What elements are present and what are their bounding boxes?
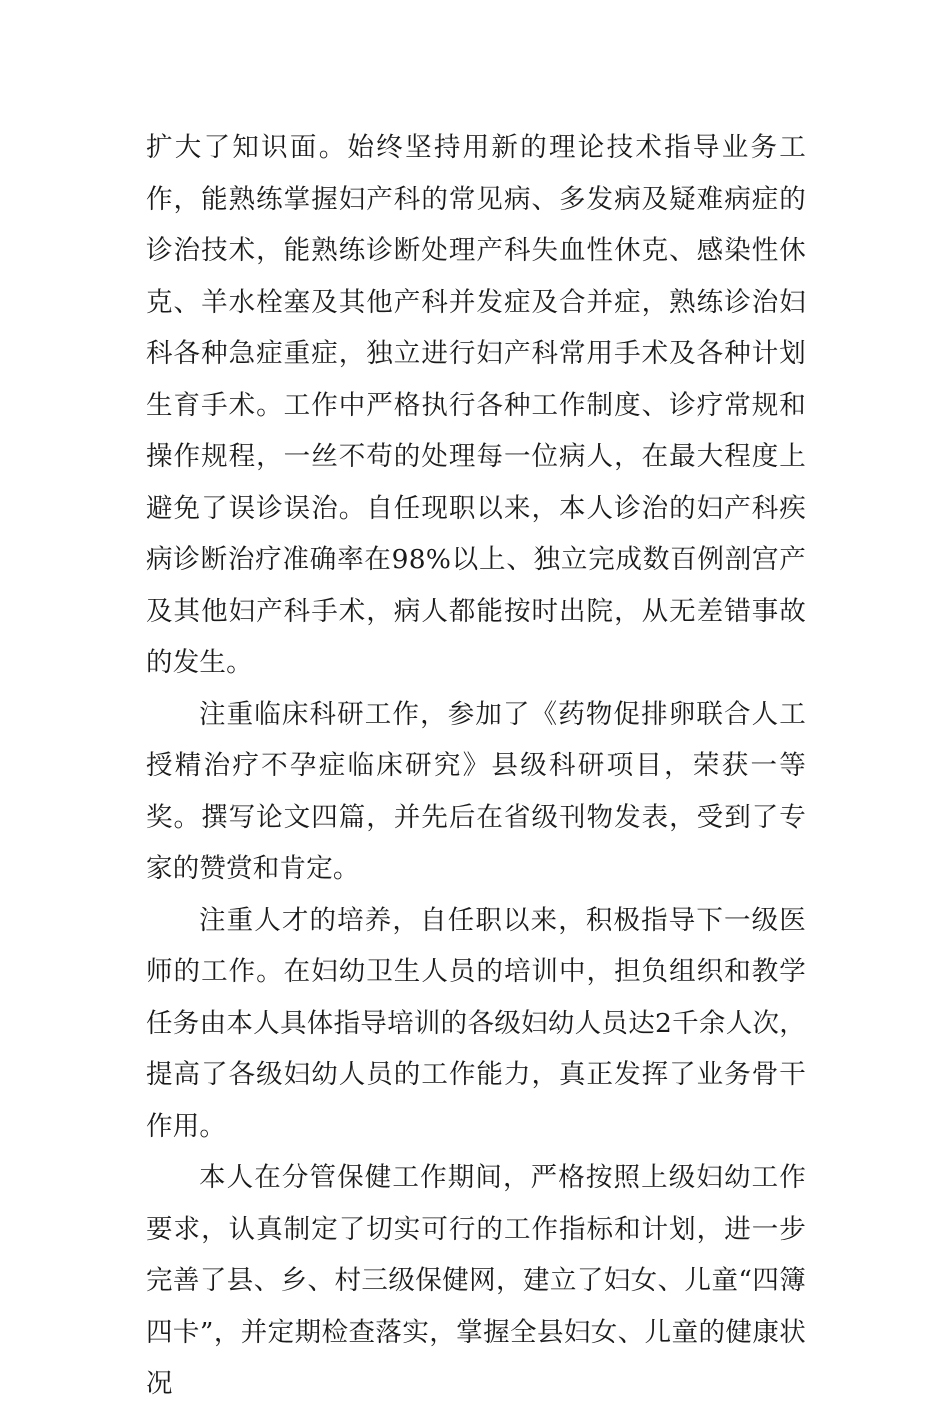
paragraph-continuation: 扩大了知识面。始终坚持用新的理论技术指导业务工作，能熟练掌握妇产科的常见病、多发病及疑难病症的诊治技术，能熟练诊断处理产科失血性休克、感染性休克、羊水栓塞及其他产科并发症及合并症，熟练诊治妇科各种急症重症，独立进行妇产科常用手术及各种计划生育手术。工作中严格执行各种工作制度、诊疗常规和操作规程，一丝不苟的处理每一位病人，在最大程度上避免了误诊误治。自任现职以来，本人诊治的妇产科疾病诊断治疗准确率在98%以上、独立完成数百例剖宫产及其他妇产科手术，病人都能按时出院，从无差错事故的发生。 bbox=[146, 132, 806, 678]
paragraph-training: 注重人才的培养，自任职以来，积极指导下一级医师的工作。在妇幼卫生人员的培训中，担负组织和教学任务由本人具体指导培训的各级妇幼人员达2千余人次，提高了各级妇幼人员的工作能力，真正发挥了业务骨干作用。 bbox=[146, 904, 806, 1142]
document-body bbox=[146, 122, 806, 1410]
paragraph-healthcare: 本人在分管保健工作期间，严格按照上级妇幼工作要求，认真制定了切实可行的工作指标和计划，进一步完善了县、乡、村三级保健网，建立了妇女、儿童“四簿四卡”，并定期检查落实，掌握全县妇女、儿童的健康状况 bbox=[146, 1162, 806, 1399]
paragraph-research: 注重临床科研工作，参加了《药物促排卵联合人工授精治疗不孕症临床研究》县级科研项目，荣获一等奖。撰写论文四篇，并先后在省级刊物发表，受到了专家的赞赏和肯定。 bbox=[146, 698, 806, 884]
